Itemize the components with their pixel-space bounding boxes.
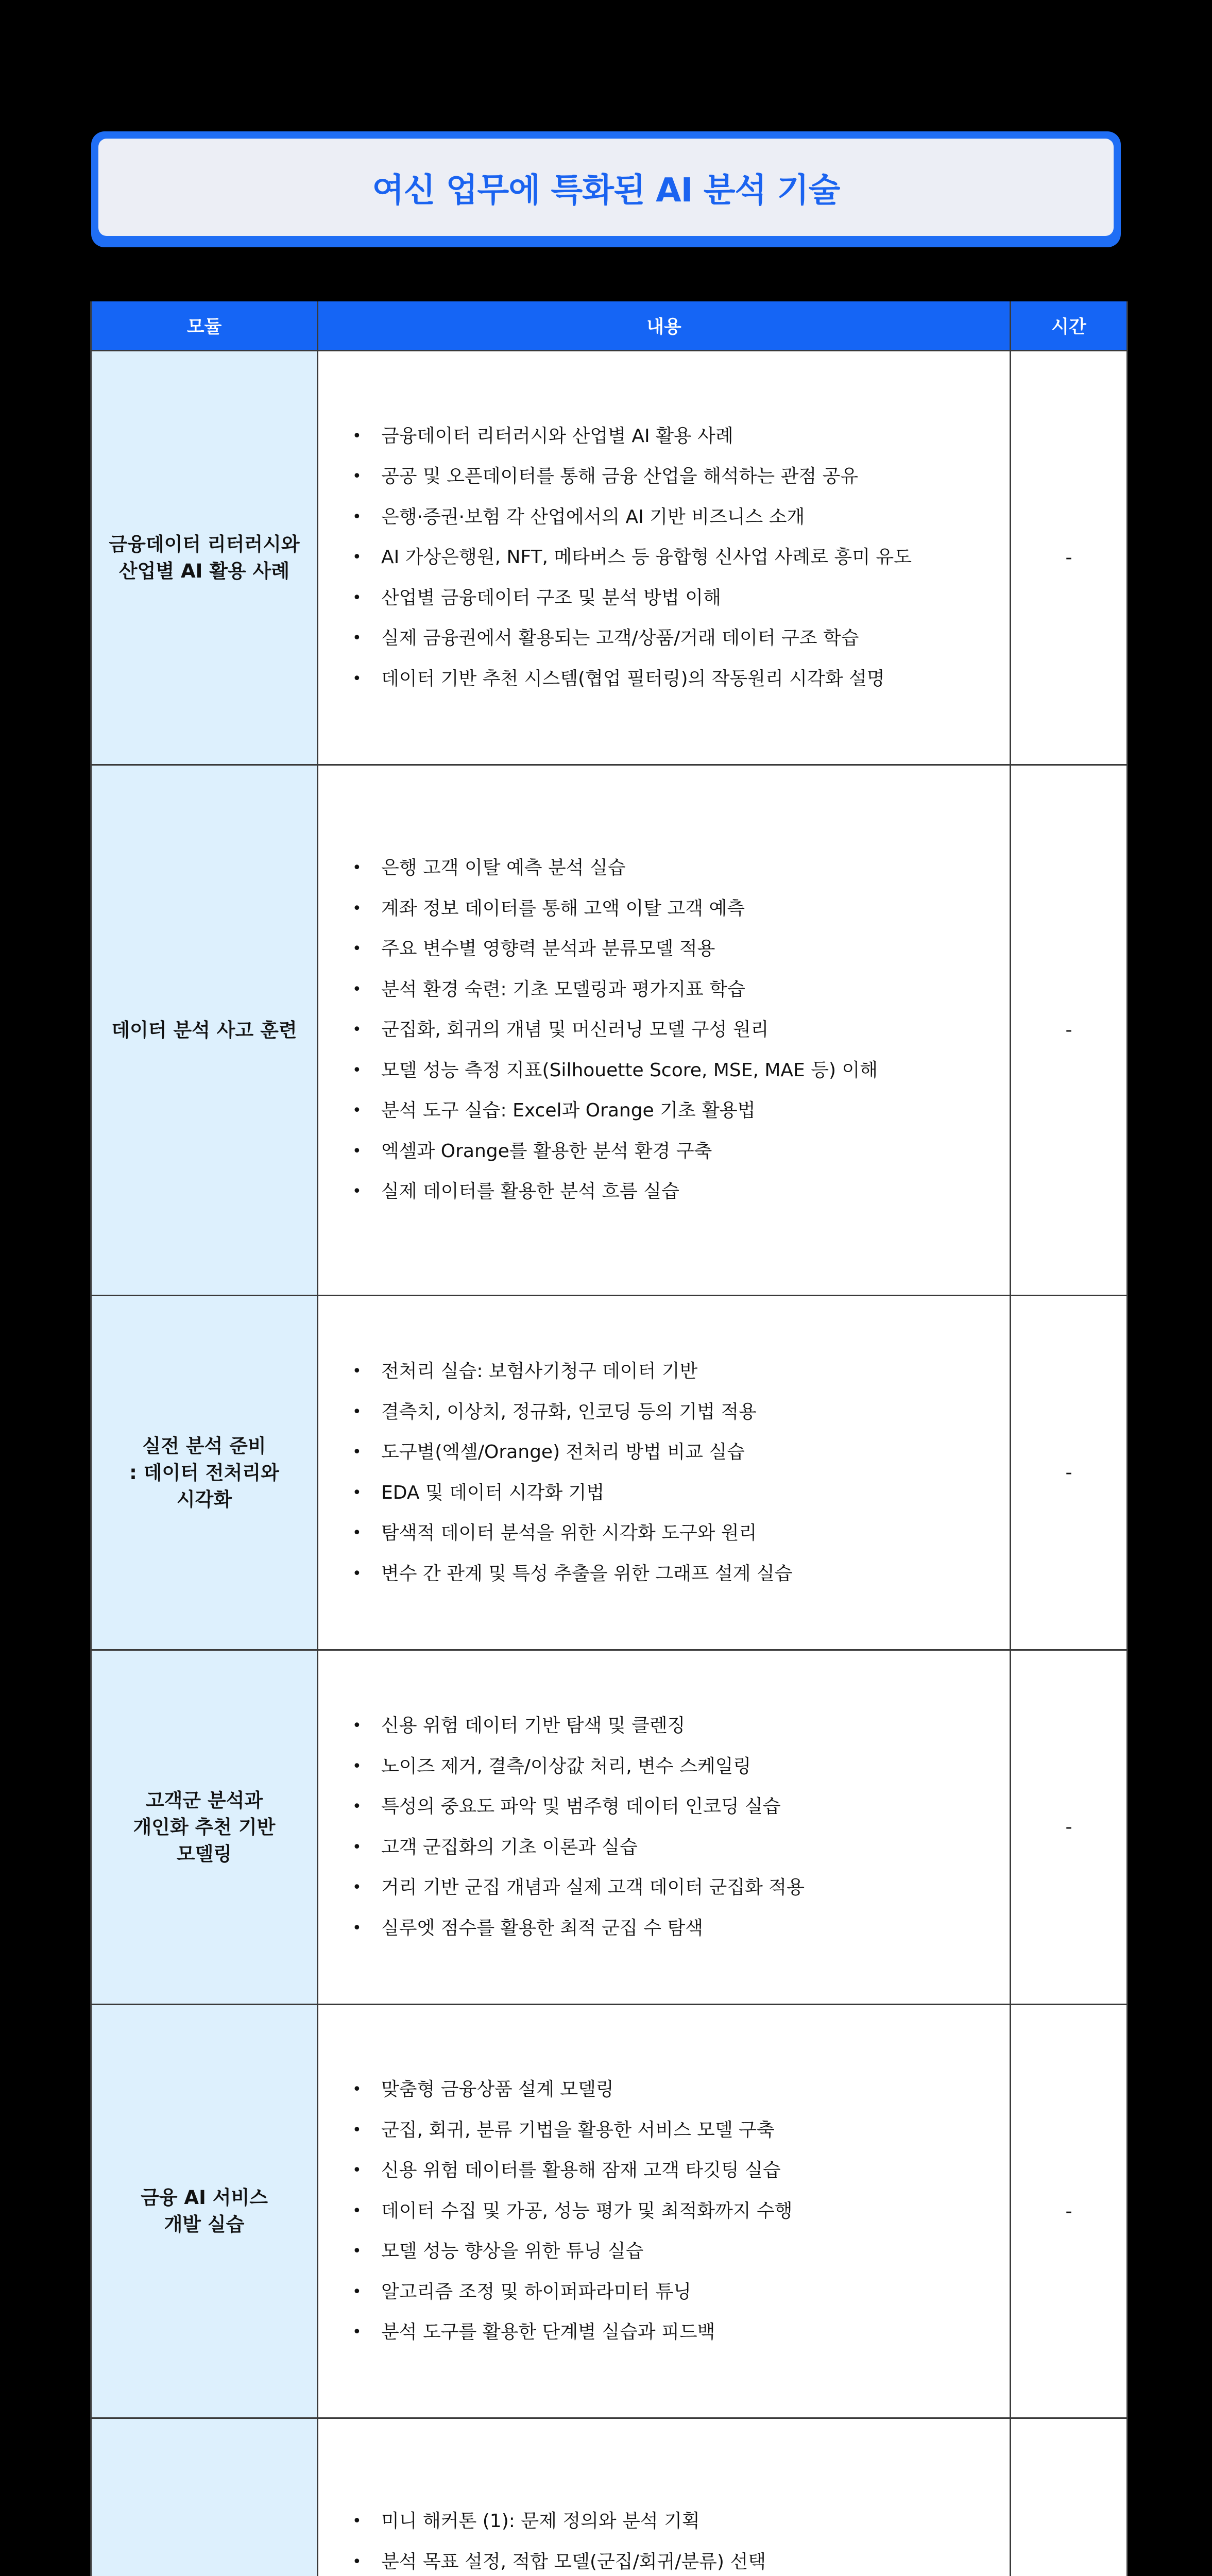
list-item: • 데이터 기반 추천 시스템(협업 필터링)의 작동원리 시각화 설명: [352, 659, 994, 700]
module-title-line: 실전 분석 준비: [142, 1434, 266, 1457]
list-item: • 결측치, 이상치, 정규화, 인코딩 등의 기법 적용: [352, 1392, 994, 1433]
list-item: • 신용 위험 데이터 기반 탐색 및 클렌징: [352, 1706, 994, 1747]
table-header-row: [91, 301, 1128, 351]
list-item: • EDA 및 데이터 시각화 기법: [352, 1473, 994, 1514]
list-item: • 도구별(엑셀/Orange) 전처리 방법 비교 실습: [352, 1432, 994, 1473]
content-list: [352, 1706, 994, 1948]
list-item: • 탐색적 데이터 분석을 위한 시각화 도구와 원리: [352, 1513, 994, 1554]
list-item: • 모델 성능 향상을 위한 튜닝 실습: [352, 2231, 994, 2272]
module-title-line: 데이터 분석 사고 훈련: [111, 1019, 297, 1041]
module-cell: [91, 351, 318, 765]
list-item: • 분석 목표 설정, 적합 모델(군집/회귀/분류) 선택: [352, 2542, 994, 2576]
list-item: • 은행·증권·보험 각 산업에서의 AI 기반 비즈니스 소개: [352, 497, 994, 538]
list-item: • 금융데이터 리터러시와 산업별 AI 활용 사례: [352, 416, 994, 457]
time-cell: -: [1011, 1296, 1128, 1650]
module-cell: [91, 1296, 318, 1650]
content-list: [352, 2501, 994, 2576]
list-item: • 분석 도구를 활용한 단계별 실습과 피드백: [352, 2312, 994, 2353]
list-item: • 알고리즘 조정 및 하이퍼파라미터 튜닝: [352, 2272, 994, 2313]
module-cell: [91, 2005, 318, 2418]
time-cell: -: [1011, 1650, 1128, 2005]
list-item: • 미니 해커톤 (1): 문제 정의와 분석 기획: [352, 2501, 994, 2542]
header-module: 모듈: [91, 301, 318, 351]
module-title-line: 금융데이터 리터러시와: [109, 533, 300, 555]
curriculum-table: [90, 301, 1128, 2576]
content-cell: [318, 765, 1011, 1296]
table-row: [91, 1650, 1128, 2005]
list-item: • 실제 금융권에서 활용되는 고객/상품/거래 데이터 구조 학습: [352, 618, 994, 659]
content-list: [352, 848, 994, 1212]
module-title-line: 고객군 분석과: [145, 1789, 263, 1811]
time-cell: -: [1011, 765, 1128, 1296]
module-title-line: 시각화: [176, 1488, 232, 1511]
list-item: • 거리 기반 군집 개념과 실제 고객 데이터 군집화 적용: [352, 1868, 994, 1908]
module-title-line: : 데이터 전처리와: [129, 1461, 279, 1484]
time-cell: -: [1011, 2005, 1128, 2418]
module-cell: [91, 2418, 318, 2576]
list-item: • 군집화, 회귀의 개념 및 머신러닝 모델 구성 원리: [352, 1010, 994, 1050]
list-item: • 주요 변수별 영향력 분석과 분류모델 적용: [352, 929, 994, 970]
list-item: • 특성의 중요도 파악 및 범주형 데이터 인코딩 실습: [352, 1787, 994, 1827]
list-item: • 데이터 수집 및 가공, 성능 평가 및 최적화까지 수행: [352, 2191, 994, 2232]
list-item: • 모델 성능 측정 지표(Silhouette Score, MSE, MAE 등) 이해: [352, 1050, 994, 1091]
table-row: [91, 765, 1128, 1296]
list-item: • 산업별 금융데이터 구조 및 분석 방법 이해: [352, 578, 994, 619]
header-time: 시간: [1011, 301, 1128, 351]
list-item: • 군집, 회귀, 분류 기법을 활용한 서비스 모델 구축: [352, 2110, 994, 2151]
table-row: [91, 351, 1128, 765]
module-cell: [91, 765, 318, 1296]
list-item: • 고객 군집화의 기초 이론과 실습: [352, 1827, 994, 1868]
module-cell: [91, 1650, 318, 2005]
time-cell: [1011, 2418, 1128, 2576]
module-title-line: 개인화 추천 기반: [133, 1816, 276, 1838]
list-item: • AI 가상은행원, NFT, 메타버스 등 융합형 신사업 사례로 흥미 유도: [352, 537, 994, 578]
time-cell: -: [1011, 351, 1128, 765]
list-item: • 신용 위험 데이터를 활용해 잠재 고객 타깃팅 실습: [352, 2150, 994, 2191]
module-title-line: 산업별 AI 활용 사례: [118, 560, 290, 582]
list-item: • 분석 환경 숙련: 기초 모델링과 평가지표 학습: [352, 970, 994, 1010]
content-list: [352, 2070, 994, 2353]
list-item: • 전처리 실습: 보험사기청구 데이터 기반: [352, 1351, 994, 1392]
list-item: • 노이즈 제거, 결측/이상값 처리, 변수 스케일링: [352, 1747, 994, 1787]
table-row: [91, 2005, 1128, 2418]
list-item: • 분석 도구 실습: Excel과 Orange 기초 활용법: [352, 1091, 994, 1131]
table-row: [91, 1296, 1128, 1650]
list-item: • 맞춤형 금융상품 설계 모델링: [352, 2070, 994, 2110]
table-body: [91, 351, 1128, 2576]
title-banner: [91, 131, 1121, 247]
module-title-line: 금융 AI 서비스: [141, 2187, 268, 2209]
content-cell: [318, 1650, 1011, 2005]
list-item: • 계좌 정보 데이터를 통해 고액 이탈 고객 예측: [352, 889, 994, 929]
content-cell: [318, 2005, 1011, 2418]
list-item: • 실루엣 점수를 활용한 최적 군집 수 탐색: [352, 1908, 994, 1949]
module-title-line: 개발 실습: [164, 2213, 245, 2235]
table-row: [91, 2418, 1128, 2576]
list-item: • 변수 간 관계 및 특성 추출을 위한 그래프 설계 실습: [352, 1554, 994, 1595]
content-cell: [318, 2418, 1011, 2576]
content-cell: [318, 1296, 1011, 1650]
content-list: [352, 1351, 994, 1594]
page-title: 여신 업무에 특화된 AI 분석 기술: [372, 171, 840, 210]
list-item: • 엑셀과 Orange를 활용한 분석 환경 구축: [352, 1131, 994, 1172]
header-content: 내용: [318, 301, 1011, 351]
list-item: • 공공 및 오픈데이터를 통해 금융 산업을 해석하는 관점 공유: [352, 456, 994, 497]
module-title-line: 모델링: [176, 1842, 232, 1865]
list-item: • 실제 데이터를 활용한 분석 흐름 실습: [352, 1172, 994, 1212]
content-list: [352, 416, 994, 700]
content-cell: [318, 351, 1011, 765]
list-item: • 은행 고객 이탈 예측 분석 실습: [352, 848, 994, 889]
title-banner-inner: [98, 139, 1114, 236]
